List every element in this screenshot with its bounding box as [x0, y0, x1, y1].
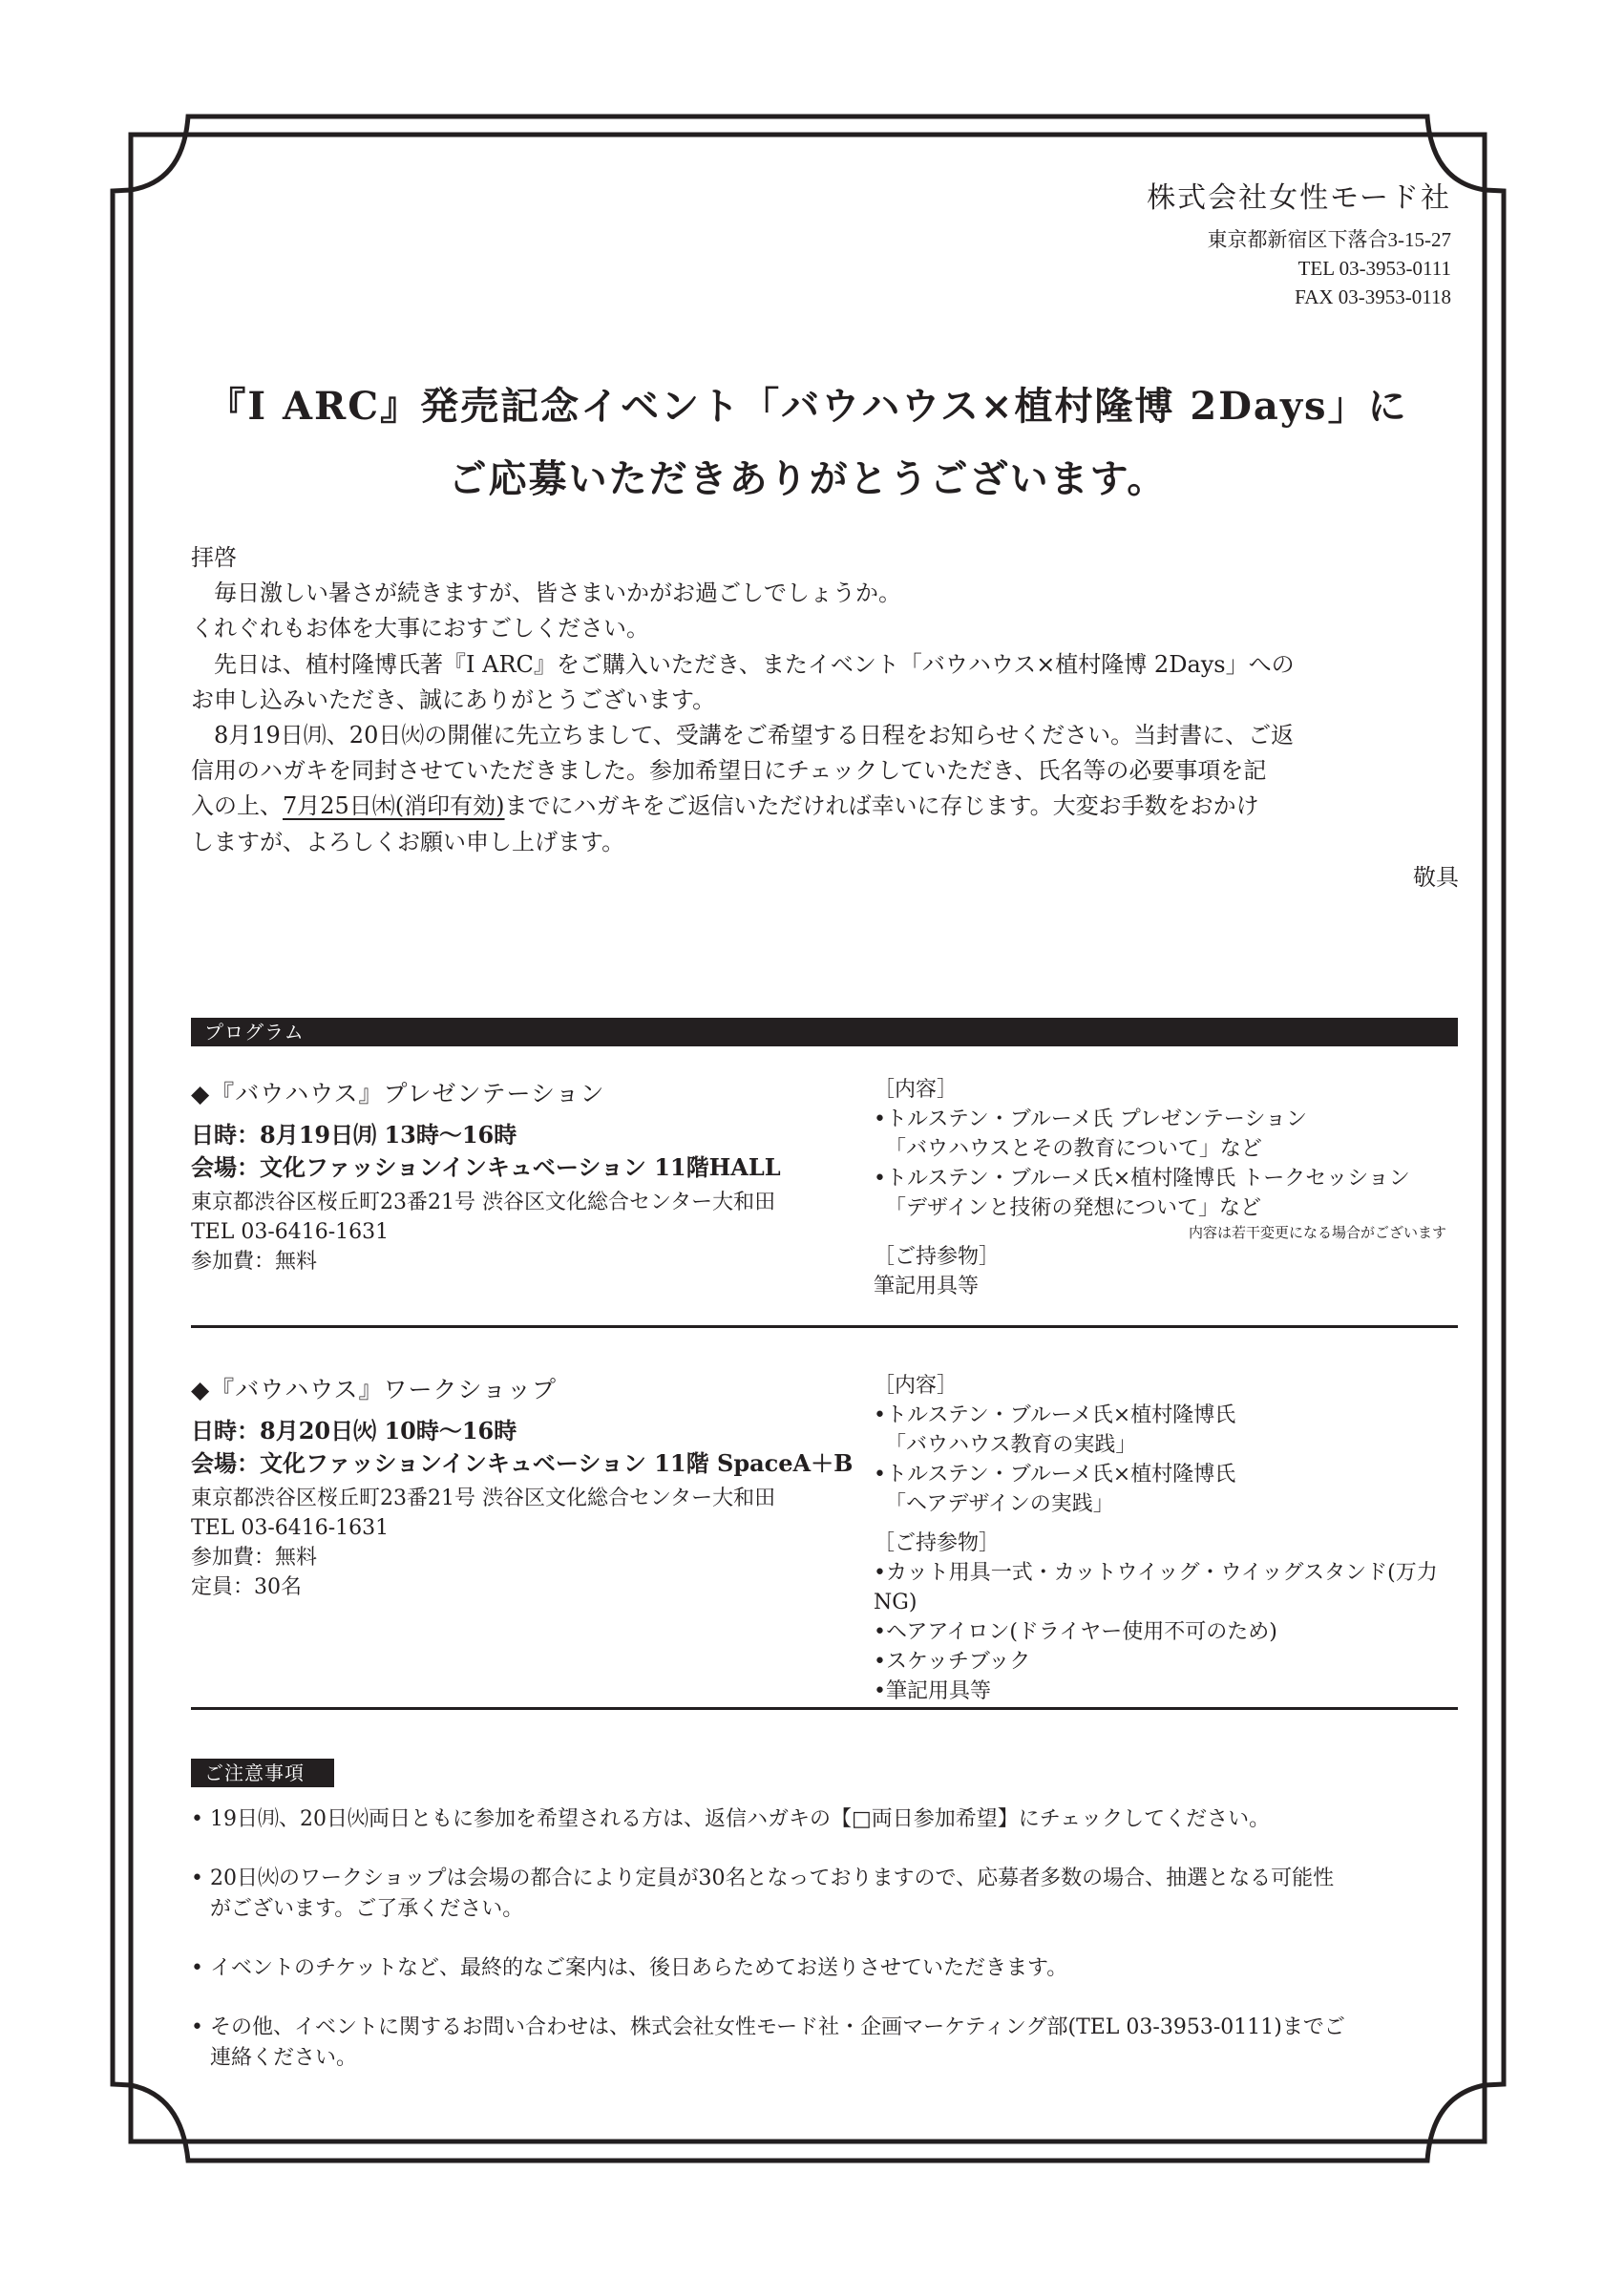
company-header [1147, 178, 1451, 311]
bring-label: ［ご持参物］ [874, 1531, 1001, 1555]
letter-paragraph: お申し込みいただき、誠にありがとうございます。 [191, 686, 716, 713]
event-presentation [191, 1075, 1458, 1314]
section-divider [191, 1325, 1458, 1328]
notes-section-header: ご注意事項 [191, 1759, 334, 1787]
letter-body [191, 540, 1459, 896]
program-section-header: プログラム [191, 1018, 1458, 1046]
event-title: ◆『バウハウス』プレゼンテーション [191, 1080, 605, 1107]
event-datetime: 日時：8月20日㈫ 10時〜16時 [191, 1417, 517, 1445]
event-details [191, 1371, 859, 1602]
company-tel: TEL 03-3953-0111 [1297, 257, 1451, 280]
letter-paragraph: 信用のハガキを同封させていただきました。参加希望日にチェックしていただき、氏名等の必要事項を記 [191, 757, 1267, 785]
event-tel: TEL 03-6416-1631 [191, 1516, 390, 1540]
event-venue: 会場：文化ファッションインキュベーション 11階 SpaceA＋B [191, 1449, 854, 1477]
title-line-1: 『I ARC』発売記念イベント「バウハウス×植村隆博 2Days」に [207, 384, 1408, 429]
letter-paragraph: 毎日激しい暑さが続きますが、皆さまいかがお過ごしでしょうか。 [214, 580, 901, 607]
event-venue: 会場：文化ファッションインキュベーション 11階HALL [191, 1153, 781, 1181]
contents-subtitle: 「デザインと技術の発想について」など [885, 1196, 1262, 1220]
title-line-2: ご応募いただきありがとうございます。 [448, 456, 1168, 501]
event-title: ◆『バウハウス』ワークショップ [191, 1376, 557, 1403]
note-item [191, 2013, 1461, 2074]
event-contents [874, 1371, 1466, 1706]
letter-closing: 敬具 [1413, 863, 1459, 891]
bring-item: •スケッチブック [874, 1650, 1031, 1674]
event-address: 東京都渋谷区桜丘町23番21号 渋谷区文化総合センター大和田 [191, 1191, 776, 1214]
bring-item: •ヘアアイロン(ドライヤー使用不可のため) [874, 1620, 1277, 1644]
page-title [131, 370, 1485, 516]
letter-paragraph: 8月19日㈪、20日㈫の開催に先立ちまして、受講をご希望する日程をお知らせください。当封書に、ご返 [214, 722, 1295, 749]
bring-item: •カット用具一式・カットウイッグ・ウイッグスタンド(万力NG) [874, 1561, 1438, 1614]
letter-paragraph: しますが、よろしくお願い申し上げます。 [191, 828, 625, 855]
note-text: その他、イベントに関するお問い合わせは、株式会社女性モード社・企画マーケティング部(TEL 03-3953-0111)までご [210, 2015, 1345, 2039]
notes-list [191, 1804, 1461, 2102]
letter-paragraph: 先日は、植村隆博氏著『I ARC』をご購入いただき、またイベント「バウハウス×植村隆博 2Days」への [214, 650, 1295, 678]
note-text: 19日㈪、20日㈫両日ともに参加を希望される方は、返信ハガキの【□両日参加希望】にチェックしてください。 [210, 1807, 1271, 1831]
section-divider [191, 1707, 1458, 1710]
event-fee: 参加費：無料 [191, 1546, 318, 1570]
contents-label: ［内容］ [874, 1078, 959, 1102]
letter-opening: 拝啓 [191, 544, 237, 571]
bring-label: ［ご持参物］ [874, 1245, 1001, 1269]
note-text: イベントのチケットなど、最終的なご案内は、後日あらためてお送りさせていただきます。 [210, 1956, 1068, 1980]
company-address: 東京都新宿区下落合3-15-27 [1207, 228, 1451, 251]
event-capacity: 定員：30名 [191, 1575, 302, 1599]
event-fee: 参加費：無料 [191, 1250, 318, 1274]
event-details [191, 1075, 859, 1276]
bring-item: •筆記用具等 [874, 1679, 991, 1703]
bullet-icon: • [191, 1867, 203, 1890]
bullet-icon: • [191, 1956, 203, 1980]
contents-item: •トルステン・ブルーメ氏×植村隆博氏 [874, 1463, 1236, 1487]
contents-subtitle: 「バウハウスとその教育について」など [885, 1137, 1262, 1161]
event-datetime: 日時：8月19日㈪ 13時〜16時 [191, 1121, 517, 1149]
event-contents [874, 1075, 1466, 1301]
reply-deadline: 7月25日㈭(消印有効) [283, 792, 505, 820]
bring-item: 筆記用具等 [874, 1275, 980, 1298]
note-text: 連絡ください。 [210, 2046, 358, 2070]
note-item [191, 1804, 1461, 1835]
letter-paragraph: くれぐれもお体を大事におすごしください。 [191, 615, 649, 643]
contents-subtitle: 「ヘアデザインの実践」 [885, 1492, 1114, 1516]
contents-item: •トルステン・ブルーメ氏×植村隆博氏 [874, 1403, 1236, 1427]
bullet-icon: • [191, 2015, 203, 2039]
note-item [191, 1953, 1461, 1984]
company-name: 株式会社女性モード社 [1147, 181, 1451, 215]
contents-subtitle: 「バウハウス教育の実践」 [885, 1433, 1137, 1457]
note-text: 20日㈫のワークショップは会場の都合により定員が30名となっておりますので、応募者多数の場合、抽選となる可能性 [210, 1867, 1335, 1890]
note-item [191, 1864, 1461, 1925]
company-fax: FAX 03-3953-0118 [1295, 285, 1451, 308]
bullet-icon: • [191, 1807, 203, 1831]
event-address: 東京都渋谷区桜丘町23番21号 渋谷区文化総合センター大和田 [191, 1487, 776, 1510]
event-workshop [191, 1371, 1458, 1703]
contents-note: 内容は若干変更になる場合がございます [1188, 1224, 1446, 1241]
text: までにハガキをご返信いただければ幸いに存じます。大変お手数をおかけ [504, 792, 1259, 820]
contents-label: ［内容］ [874, 1374, 959, 1398]
contents-item: •トルステン・ブルーメ氏×植村隆博氏 トークセッション [874, 1167, 1410, 1191]
contents-item: •トルステン・ブルーメ氏 プレゼンテーション [874, 1107, 1308, 1131]
note-text: がございます。ご了承ください。 [210, 1897, 524, 1921]
text: 入の上、 [191, 792, 283, 820]
event-tel: TEL 03-6416-1631 [191, 1220, 390, 1244]
letter-paragraph [191, 789, 1459, 824]
